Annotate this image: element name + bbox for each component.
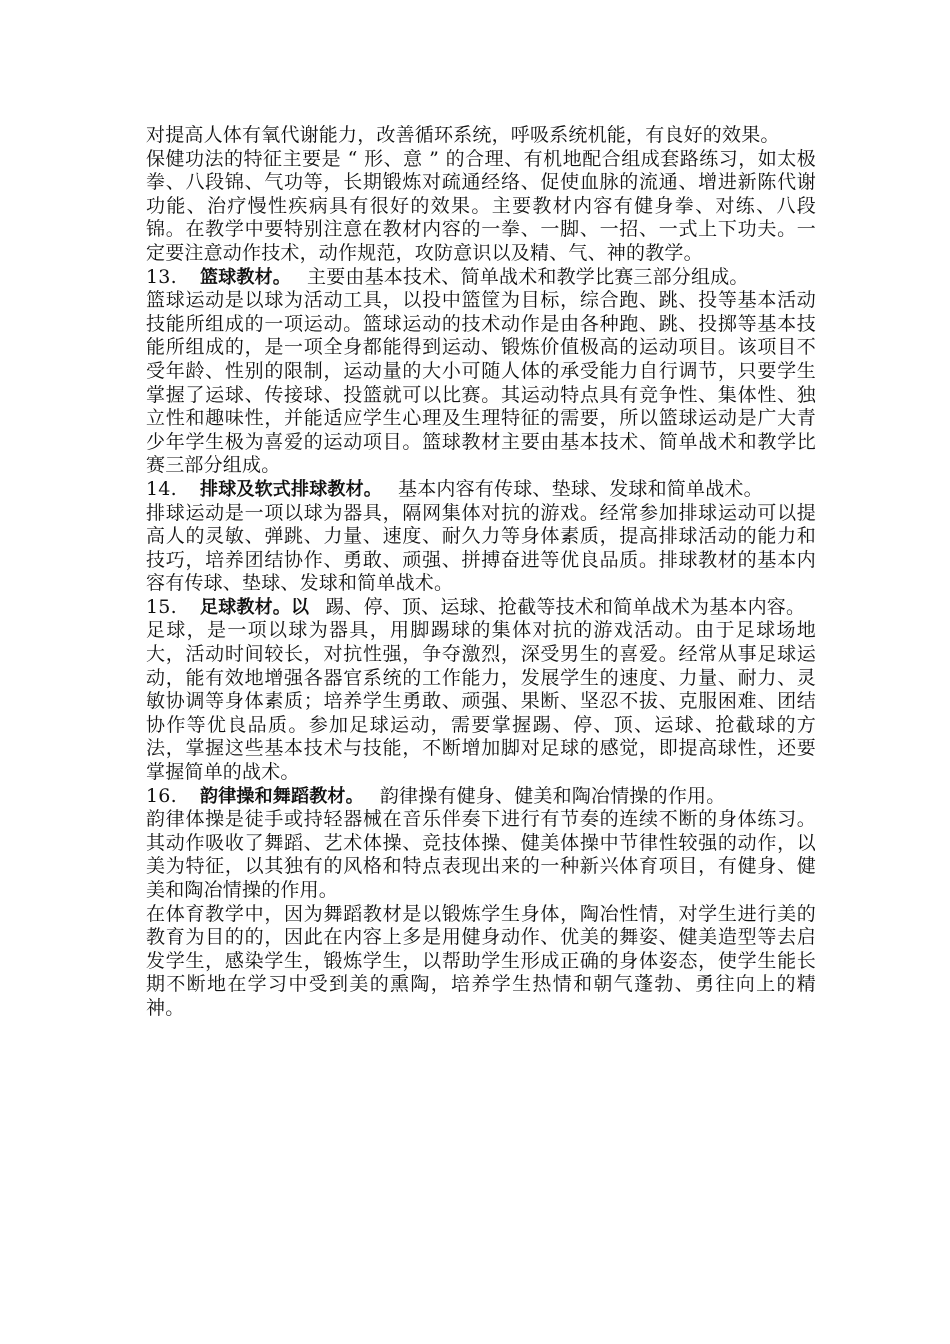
section-number: 15. <box>146 595 177 618</box>
section-summary: 踢、停、顶、运球、抢截等技术和简单战术为基本内容。 <box>325 595 806 618</box>
section-summary: 韵律操有健身、健美和陶冶情操的作用。 <box>379 784 726 807</box>
paragraph-basketball: 篮球运动是以球为活动工具，以投中篮筐为目标，综合跑、跳、投等基本活动技能所组成的一项运动。篮球运动的技术动作是由各种跑、跳、投掷等基本技能所组成的，是一项全身都能得到运动、锻炼价值极高的运动项目。该项目不受年龄、性别的限制，运动量的大小可随人体的承受能力自行调节，只要学生掌握了运球、传接球、投篮就可以比赛。其运动特点具有竞争性、集体性、独立性和趣味性，并能适应学生心理及生理特征的需要，所以篮球运动是广大青少年学生极为喜爱的运动项目。篮球教材主要由基本技术、简单战术和教学比赛三部分组成。 <box>146 289 816 477</box>
paragraph-health-qigong: 保健功法的特征主要是 “ 形、意 ” 的合理、有机地配合组成套路练习，如太极拳、八段锦、气功等，长期锻炼对疏通经络、促使血脉的流通、增进新陈代谢功能、治疗慢性疾病具有很好的效果。主要教材内容有健身拳、对练、八段锦。在教学中要特别注意在教材内容的一拳、一脚、一招、一式上下功夫。一定要注意动作技术，动作规范，攻防意识以及精、气、神的教学。 <box>146 147 816 264</box>
section-summary: 主要由基本技术、简单战术和教学比赛三部分组成。 <box>307 265 749 288</box>
paragraph-rhythmic-gymnastics: 韵律体操是徒手或持轻器械在音乐伴奏下进行有节奏的连续不断的身体练习。其动作吸收了舞蹈、艺术体操、竞技体操、健美体操中节律性较强的动作，以美为特征，以其独有的风格和特点表现出来的一种新兴体育项目，有健身、健美和陶冶情操的作用。 <box>146 808 816 901</box>
section-heading-14 <box>146 478 816 502</box>
section-number: 16. <box>146 784 177 807</box>
section-heading-16 <box>146 785 816 809</box>
section-number: 13. <box>146 265 177 288</box>
document-page <box>146 124 816 1021</box>
paragraph-football: 足球，是一项以球为器具，用脚踢球的集体对抗的游戏活动。由于足球场地大，活动时间较长，对抗性强，争夺激烈，深受男生的喜爱。经常从事足球运动，能有效地增强各器官系统的工作能力，发展学生的速度、力量、耐力、灵敏协调等身体素质；培养学生勇敢、顽强、果断、坚忍不拔、克服困难、团结协作等优良品质。参加足球运动，需要掌握踢、停、顶、运球、抢截球的方法，掌握这些基本技术与技能，不断增加脚对足球的感觉，即提高球性，还要掌握简单的战术。 <box>146 619 816 784</box>
paragraph-volleyball: 排球运动是一项以球为器具，隔网集体对抗的游戏。经常参加排球运动可以提高人的灵敏、弹跳、力量、速度、耐久力等身体素质，提高排球活动的能力和技巧，培养团结协作、勇敢、顽强、拼搏奋进等优良品质。排球教材的基本内容有传球、垫球、发球和简单战术。 <box>146 501 816 595</box>
section-number: 14. <box>146 477 177 500</box>
section-summary: 基本内容有传球、垫球、发球和简单战术。 <box>398 477 763 500</box>
paragraph-aerobic-effect: 对提高人体有氧代谢能力，改善循环系统，呼吸系统机能，有良好的效果。 <box>146 124 780 146</box>
paragraph-dance-teaching: 在体育教学中，因为舞蹈教材是以锻炼学生身体，陶冶性情，对学生进行美的教育为目的的，因此在内容上多是用健身动作、优美的舞姿、健美造型等去启发学生，感染学生，锻炼学生，以帮助学生形成正确的身体姿态，使学生能长期不断地在学习中受到美的熏陶，培养学生热情和朝气蓬勃、勇往向上的精神。 <box>146 902 816 1019</box>
section-title: 韵律操和舞蹈教材。 <box>200 785 364 807</box>
section-title: 篮球教材。 <box>200 266 291 288</box>
section-title: 足球教材。以 <box>200 596 310 618</box>
section-title: 排球及软式排球教材。 <box>200 478 382 500</box>
section-heading-15 <box>146 596 816 620</box>
section-heading-13 <box>146 266 816 290</box>
